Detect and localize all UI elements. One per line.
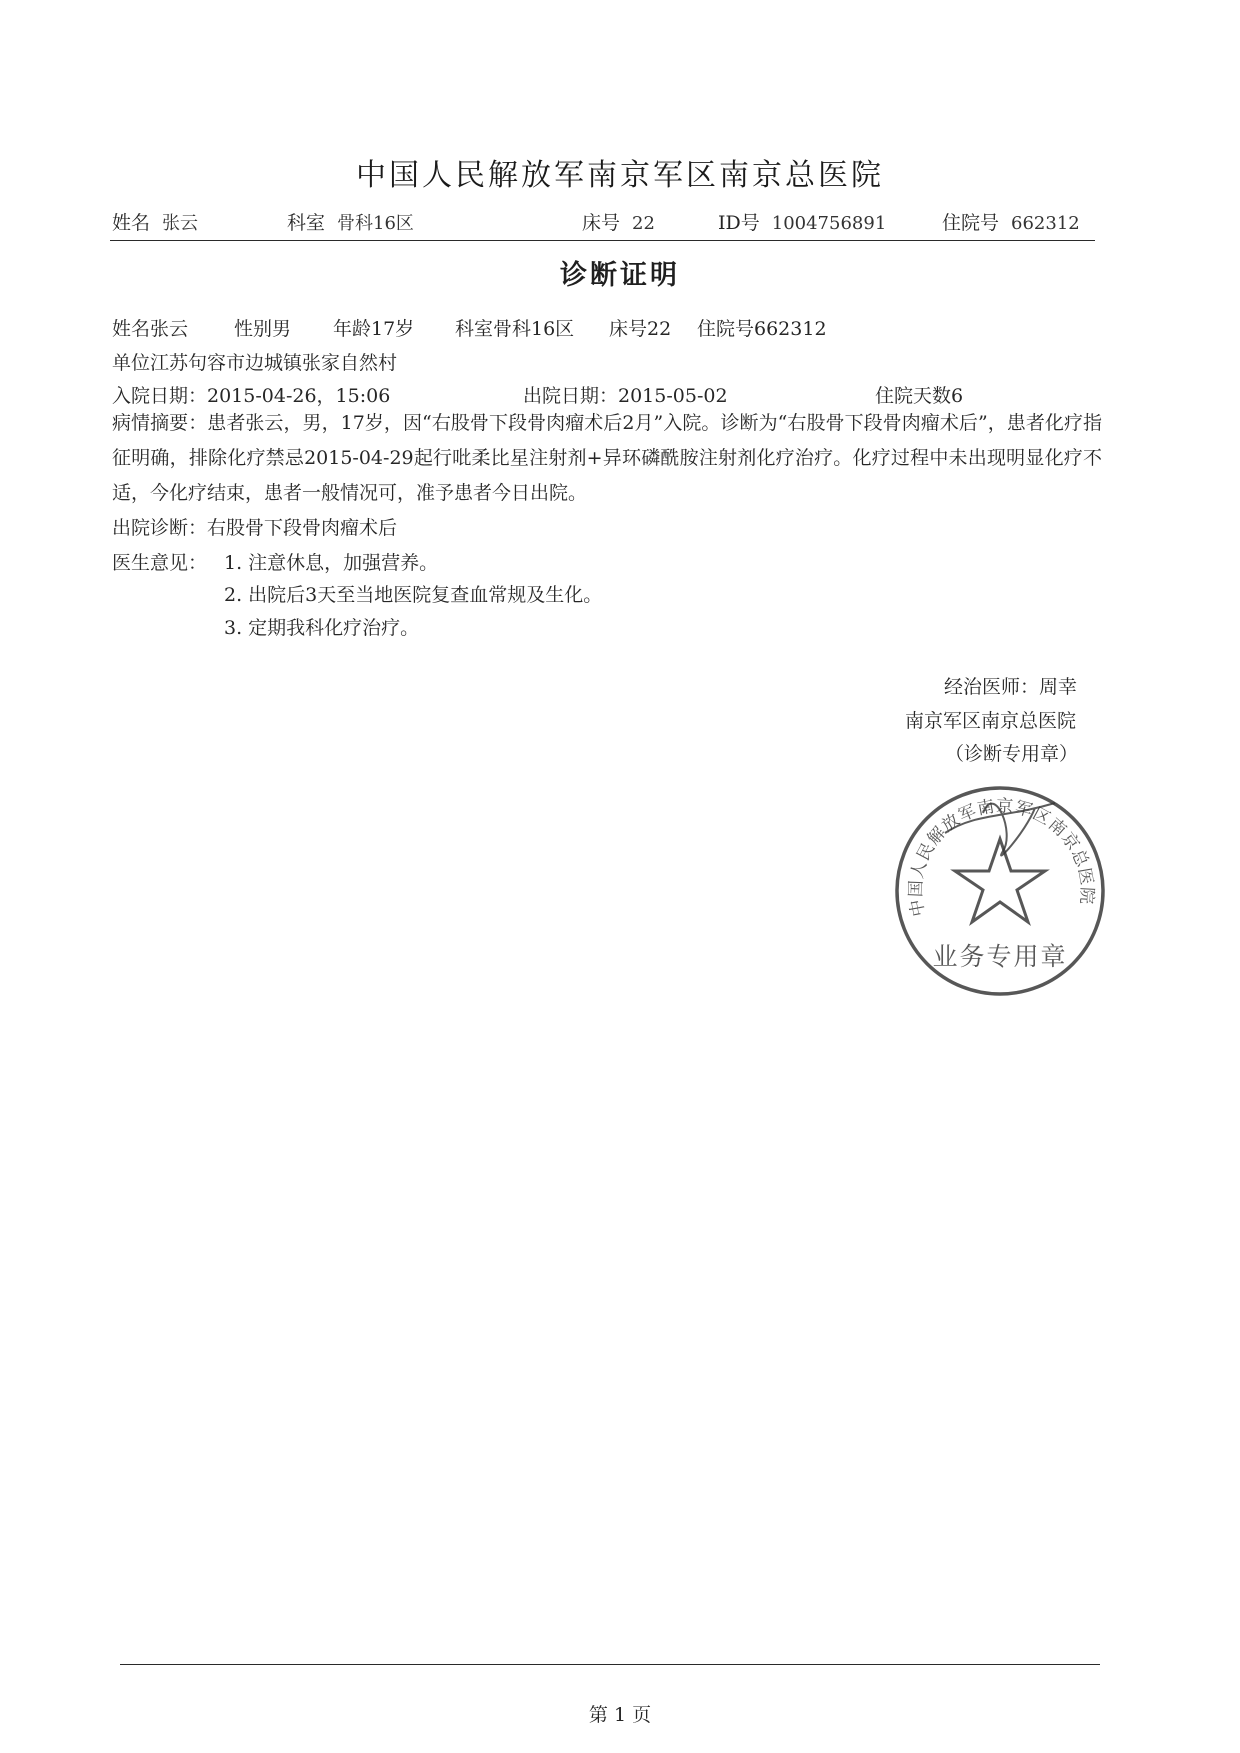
patient-admission-no: 住院号662312: [697, 318, 827, 340]
patient-dept: 科室骨科16区: [455, 318, 575, 340]
advice-item: 3. 定期我科化疗治疗。: [224, 617, 420, 639]
official-seal: [885, 773, 1115, 1003]
svg-text:中国人民解放军南京军区南京总医院: 中国人民解放军南京军区南京总医院: [906, 796, 1097, 919]
page-number: 第 1 页: [588, 1704, 652, 1726]
attending-doctor: 经治医师：周幸: [944, 676, 1078, 698]
signature-hospital: 南京军区南京总医院: [905, 710, 1077, 732]
header-admission-no: [942, 208, 1080, 235]
header-admission-no-label: 住院号: [942, 212, 1000, 234]
header-name-value: 张云: [162, 213, 199, 234]
advice-label: 医生意见：: [112, 552, 208, 574]
case-summary: 病情摘要：患者张云，男，17岁，因“右股骨下段骨肉瘤术后2月”入院。诊断为“右股骨下段骨肉瘤术后”，患者化疗指征明确，排除化疗禁忌2015-04-29起行吡柔比星注射剂+异环磷酰胺注射剂化疗治疗。化疗过程中未出现明显化疗不适，今化疗结束，患者一般情况可，准予患者今日出院。: [112, 412, 1102, 504]
header-bed: [582, 208, 655, 235]
document-title: 诊断证明: [560, 260, 680, 291]
header-dept: [287, 208, 414, 235]
stamp-note: （诊断专用章）: [945, 743, 1079, 765]
patient-age: 年龄17岁: [333, 318, 415, 340]
header-dept-value: 骨科16区: [337, 213, 414, 234]
hospital-title: 中国人民解放军南京军区南京总医院: [356, 158, 884, 193]
advice-item: 1. 注意休息，加强营养。: [224, 552, 439, 574]
admit-date: 入院日期：2015-04-26，15:06: [112, 385, 391, 407]
patient-sex: 性别男: [234, 318, 292, 340]
patient-unit: 单位江苏句容市边城镇张家自然村: [112, 352, 398, 374]
header-id-label: ID号: [718, 212, 760, 234]
advice-item: 2. 出院后3天至当地医院复查血常规及生化。: [224, 584, 603, 606]
discharge-diagnosis: 出院诊断：右股骨下段骨肉瘤术后: [112, 517, 398, 539]
header-name: [112, 208, 198, 235]
svg-text:业务专用章: 业务专用章: [932, 942, 1068, 971]
footer-rule: [120, 1664, 1100, 1665]
header-bed-label: 床号: [582, 212, 621, 234]
header-id-value: 1004756891: [771, 213, 887, 234]
patient-name: 姓名张云: [112, 318, 189, 340]
header-dept-label: 科室: [287, 212, 326, 234]
patient-bed: 床号22: [609, 318, 672, 340]
header-id: [718, 208, 886, 235]
hospital-days: 住院天数6: [875, 385, 964, 407]
header-rule: [110, 240, 1095, 241]
header-name-label: 姓名: [112, 212, 151, 234]
header-admission-no-value: 662312: [1011, 213, 1080, 234]
discharge-date: 出院日期：2015-05-02: [523, 385, 728, 407]
header-bed-value: 22: [632, 213, 655, 234]
seal-graphic: [885, 773, 1115, 1003]
